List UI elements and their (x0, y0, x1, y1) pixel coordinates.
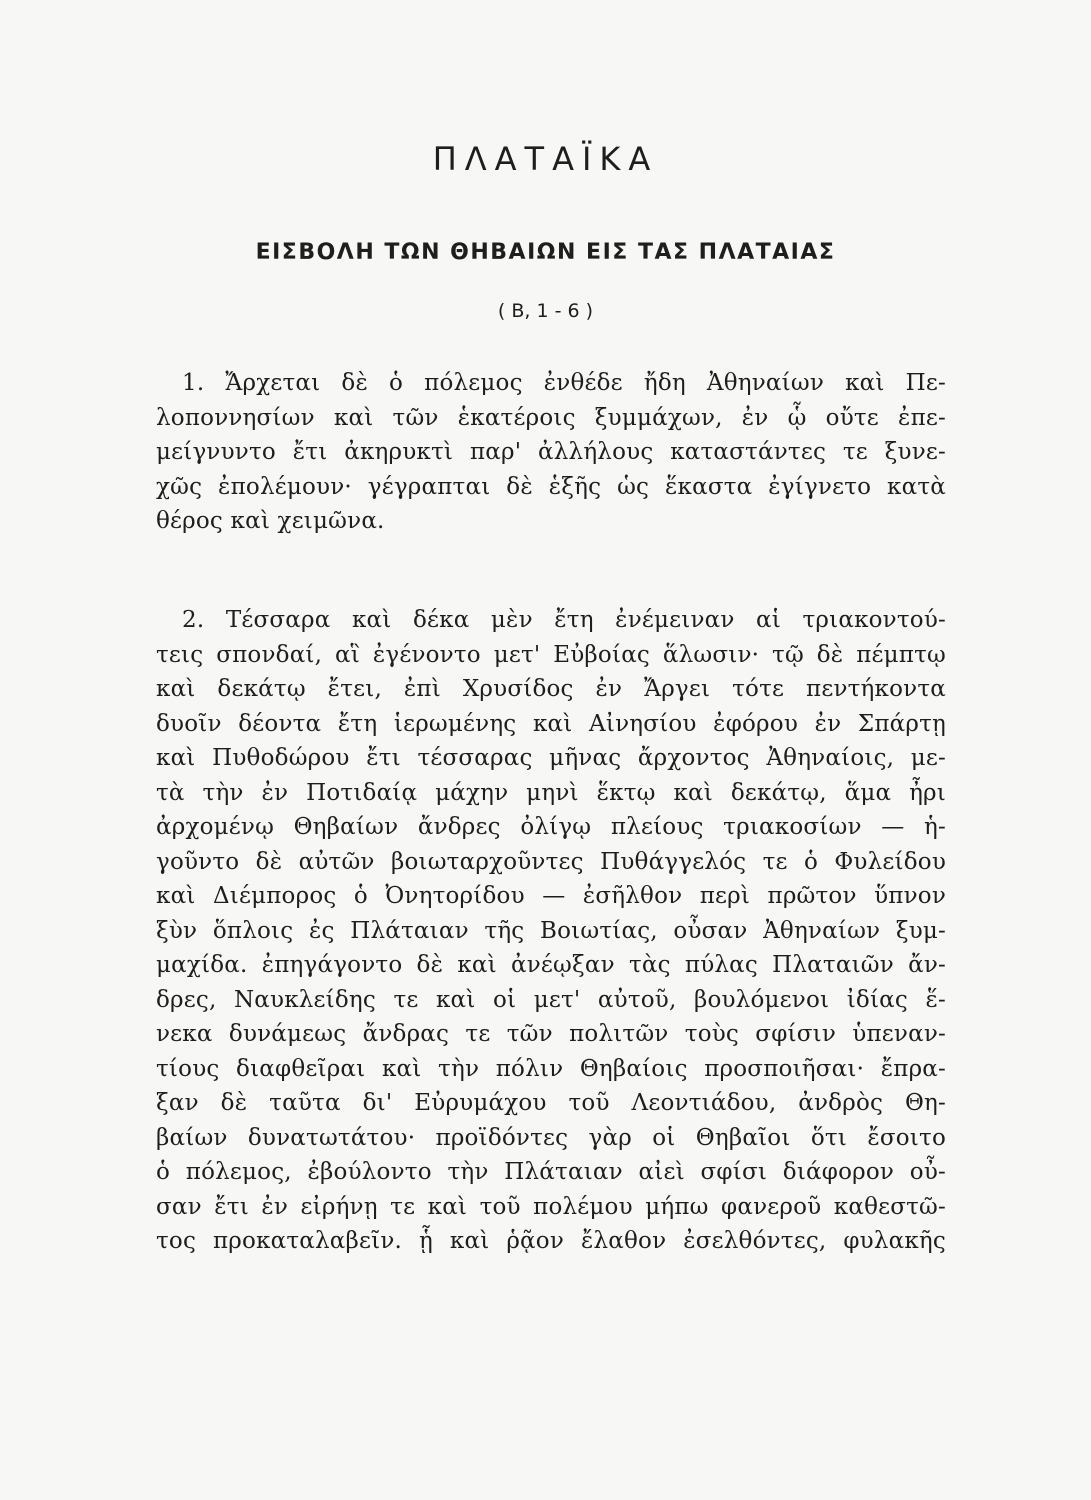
text-line: ξαν δὲ ταῦτα δι' Εὐρυμάχου τοῦ Λεοντιάδου, ἀνδρὸς Θη- (156, 1090, 946, 1116)
text-line: καὶ Πυθοδώρου ἔτι τέσσαρας μῆνας ἄρχοντος Ἀθηναίοις, με- (156, 745, 946, 771)
text-line: θέρος καὶ χειμῶνα. (156, 508, 385, 534)
paragraph-2 (156, 603, 946, 1259)
text-line (156, 603, 946, 638)
text-line: ἀρχομένῳ Θηβαίων ἄνδρες ὀλίγῳ πλείους τριακοσίων — ἡ- (156, 814, 946, 840)
text-line: τὰ τὴν ἐν Ποτιδαίᾳ μάχην μηνὶ ἕκτῳ καὶ δεκάτῳ, ἅμα ἦρι (156, 779, 946, 806)
text-line: σαν ἔτι ἐν εἰρήνῃ τε καὶ τοῦ πολέμου μήπω φανεροῦ καθεστῶ- (156, 1193, 946, 1220)
text-line: τίους διαφθεῖραι καὶ τὴν πόλιν Θηβαίοις προσποιῆσαι· ἔπρα- (156, 1055, 946, 1082)
text-line: τεις σπονδαί, αἳ ἐγένοντο μετ' Εὐβοίας ἅλωσιν· τῷ δὲ πέμπτῳ (156, 641, 946, 668)
text-line (156, 366, 946, 401)
text-line: καὶ δεκάτῳ ἔτει, ἐπὶ Χρυσίδος ἐν Ἄργει τότε πεντήκοντα (156, 676, 946, 702)
text-line: τος προκαταλαβεῖν. ᾗ καὶ ῥᾷον ἔλαθον ἐσελθόντες, φυλακῆς (156, 1228, 946, 1254)
text-line: λοποννησίων καὶ τῶν ἑκατέροις ξυμμάχων, ἐν ᾧ οὔτε ἐπε- (156, 404, 946, 431)
text-line: ξὺν ὅπλοις ἐς Πλάταιαν τῆς Βοιωτίας, οὖσαν Ἀθηναίων ξυμ- (156, 917, 946, 944)
text-line: μείγνυντο ἔτι ἀκηρυκτὶ παρ' ἀλλήλους καταστάντες τε ξυνε- (156, 439, 946, 465)
text-line: γοῦντο δὲ αὐτῶν βοιωταρχοῦντες Πυθάγγελός τε ὁ Φυλείδου (156, 848, 946, 875)
line-text: Τέσσαρα καὶ δέκα μὲν ἔτη ἐνέμειναν αἱ τριακοντού- (225, 607, 946, 633)
text-line: δρες, Ναυκλείδης τε καὶ οἱ μετ' αὐτοῦ, βουλόμενοι ἰδίας ἕ- (156, 986, 946, 1013)
text-line: καὶ Διέμπορος ὁ Ὀνητορίδου — ἐσῆλθον περὶ πρῶτον ὕπνον (156, 883, 946, 909)
line-text: Ἄρχεται δὲ ὁ πόλεμος ἐνθέδε ἤδη Ἀθηναίων καὶ Πε- (225, 370, 946, 396)
text-line: χῶς ἐπολέμουν· γέγραπται δὲ ἑξῆς ὡς ἕκαστα ἐγίγνετο κατὰ (156, 473, 946, 500)
paragraph-1 (156, 366, 946, 539)
page-title: ΠΛΑΤΑΪΚΑ (432, 140, 659, 178)
text-line: δυοῖν δέοντα ἔτη ἱερωμένης καὶ Αἰνησίου ἐφόρου ἐν Σπάρτῃ (156, 710, 946, 737)
section-subtitle: ΕΙΣΒΟΛΗ ΤΩΝ ΘΗΒΑΙΩΝ ΕΙΣ ΤΑΣ ΠΛΑΤΑΙΑΣ (255, 240, 836, 265)
text-line: νεκα δυνάμεως ἄνδρας τε τῶν πολιτῶν τοὺς σφίσιν ὑπεναν- (156, 1021, 946, 1047)
text-line: ὁ πόλεμος, ἐβούλοντο τὴν Πλάταιαν αἰεὶ σφίσι διάφορον οὖ- (156, 1159, 946, 1185)
text-line: βαίων δυνατωτάτου· προϊδόντες γὰρ οἱ Θηβαῖοι ὅτι ἔσοιτο (156, 1124, 946, 1151)
paragraph-number: 2. (182, 607, 205, 633)
paragraph-number: 1. (182, 370, 205, 396)
section-reference: ( Β, 1 - 6 ) (497, 300, 594, 322)
text-line: μαχίδα. ἐπηγάγοντο δὲ καὶ ἀνέῳξαν τὰς πύλας Πλαταιῶν ἄν- (156, 952, 946, 978)
